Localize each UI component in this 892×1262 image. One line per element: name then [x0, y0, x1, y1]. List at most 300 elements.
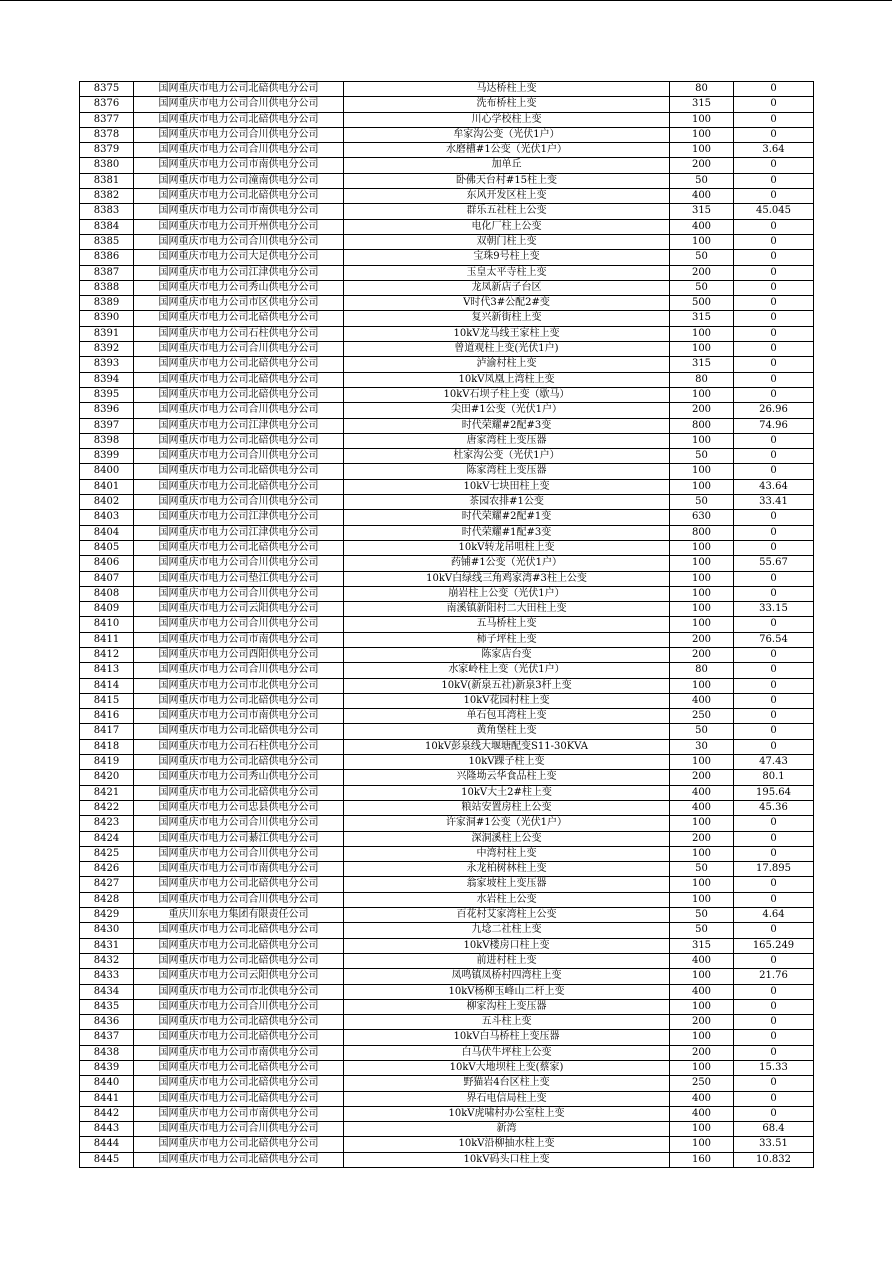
company-cell: 国网重庆市电力公司潼南供电分公司	[134, 173, 344, 188]
company-cell: 国网重庆市电力公司市南供电分公司	[134, 862, 344, 877]
row-number-cell: 8389	[80, 296, 134, 311]
company-cell: 国网重庆市电力公司合川供电分公司	[134, 449, 344, 464]
table-row	[80, 173, 814, 188]
capacity-cell: 400	[670, 800, 734, 815]
transformer-name-cell: 时代荣耀#1配#3变	[344, 525, 670, 540]
transformer-name-cell: 水岩柱上公变	[344, 892, 670, 907]
capacity-cell: 100	[670, 127, 734, 142]
company-cell: 国网重庆市电力公司合川供电分公司	[134, 127, 344, 142]
table-row	[80, 326, 814, 341]
value-cell: 74.96	[734, 418, 814, 433]
capacity-cell: 100	[670, 816, 734, 831]
row-number-cell: 8406	[80, 556, 134, 571]
table-row	[80, 403, 814, 418]
row-number-cell: 8388	[80, 280, 134, 295]
company-cell: 国网重庆市电力公司云阳供电分公司	[134, 969, 344, 984]
transformer-name-cell: 10kV踝子柱上变	[344, 755, 670, 770]
value-cell: 0	[734, 739, 814, 754]
value-cell: 0	[734, 846, 814, 861]
company-cell: 国网重庆市电力公司合川供电分公司	[134, 97, 344, 112]
company-cell: 国网重庆市电力公司合川供电分公司	[134, 143, 344, 158]
value-cell: 55.67	[734, 556, 814, 571]
transformer-name-cell: 陈家湾柱上变压器	[344, 464, 670, 479]
value-cell: 4.64	[734, 908, 814, 923]
table-row	[80, 678, 814, 693]
capacity-cell: 50	[670, 908, 734, 923]
capacity-cell: 100	[670, 1122, 734, 1137]
company-cell: 国网重庆市电力公司北碚供电分公司	[134, 785, 344, 800]
row-number-cell: 8432	[80, 953, 134, 968]
table-row	[80, 739, 814, 754]
company-cell: 国网重庆市电力公司北碚供电分公司	[134, 1152, 344, 1167]
transformer-name-cell: 泸渝村柱上变	[344, 357, 670, 372]
row-number-cell: 8390	[80, 311, 134, 326]
capacity-cell: 100	[670, 540, 734, 555]
row-number-cell: 8429	[80, 908, 134, 923]
transformer-name-cell: 双朝门柱上变	[344, 234, 670, 249]
row-number-cell: 8381	[80, 173, 134, 188]
value-cell: 0	[734, 1106, 814, 1121]
company-cell: 国网重庆市电力公司江津供电分公司	[134, 265, 344, 280]
capacity-cell: 315	[670, 357, 734, 372]
transformer-name-cell: 10kV白绿线三角鸡家湾#3柱上公变	[344, 571, 670, 586]
transformer-name-cell: 东风开发区柱上变	[344, 189, 670, 204]
value-cell: 0	[734, 387, 814, 402]
company-cell: 国网重庆市电力公司合川供电分公司	[134, 816, 344, 831]
value-cell: 0	[734, 1045, 814, 1060]
table-row	[80, 846, 814, 861]
table-row	[80, 892, 814, 907]
capacity-cell: 100	[670, 143, 734, 158]
capacity-cell: 630	[670, 510, 734, 525]
capacity-cell: 315	[670, 204, 734, 219]
company-cell: 国网重庆市电力公司北碚供电分公司	[134, 82, 344, 97]
value-cell: 0	[734, 234, 814, 249]
table-row	[80, 556, 814, 571]
table-row	[80, 1030, 814, 1045]
transformer-name-cell: 群乐五社柱上公变	[344, 204, 670, 219]
row-number-cell: 8433	[80, 969, 134, 984]
transformer-name-cell: 凤鸣镇凤桥村四湾柱上变	[344, 969, 670, 984]
company-cell: 国网重庆市电力公司大足供电分公司	[134, 250, 344, 265]
capacity-cell: 80	[670, 82, 734, 97]
transformer-name-cell: V时代3#公配2#变	[344, 296, 670, 311]
capacity-cell: 100	[670, 433, 734, 448]
row-number-cell: 8431	[80, 938, 134, 953]
capacity-cell: 100	[670, 617, 734, 632]
row-number-cell: 8430	[80, 923, 134, 938]
capacity-cell: 100	[670, 571, 734, 586]
transformer-name-cell: 10kV(新泉五社)新泉3杆上变	[344, 678, 670, 693]
company-cell: 国网重庆市电力公司市南供电分公司	[134, 1106, 344, 1121]
table-row	[80, 617, 814, 632]
value-cell: 0	[734, 724, 814, 739]
capacity-cell: 50	[670, 173, 734, 188]
table-row	[80, 938, 814, 953]
transformer-name-cell: 10kV白马桥柱上变压器	[344, 1030, 670, 1045]
table-row	[80, 112, 814, 127]
capacity-cell: 100	[670, 678, 734, 693]
table-row	[80, 495, 814, 510]
capacity-cell: 200	[670, 403, 734, 418]
value-cell: 0	[734, 1076, 814, 1091]
transformer-name-cell: 10kV花园村柱上变	[344, 693, 670, 708]
table-row	[80, 602, 814, 617]
value-cell: 0	[734, 999, 814, 1014]
capacity-cell: 315	[670, 938, 734, 953]
company-cell: 国网重庆市电力公司忠县供电分公司	[134, 800, 344, 815]
row-number-cell: 8385	[80, 234, 134, 249]
row-number-cell: 8393	[80, 357, 134, 372]
table-row	[80, 265, 814, 280]
company-cell: 国网重庆市电力公司江津供电分公司	[134, 525, 344, 540]
transformer-name-cell: 柿子坪柱上变	[344, 632, 670, 647]
company-cell: 国网重庆市电力公司市南供电分公司	[134, 204, 344, 219]
value-cell: 0	[734, 296, 814, 311]
value-cell: 0	[734, 280, 814, 295]
transformer-name-cell: 10kV龙马线王家柱上变	[344, 326, 670, 341]
capacity-cell: 200	[670, 1045, 734, 1060]
transformer-name-cell: 九埝二社柱上变	[344, 923, 670, 938]
capacity-cell: 50	[670, 923, 734, 938]
row-number-cell: 8396	[80, 403, 134, 418]
value-cell: 0	[734, 831, 814, 846]
capacity-cell: 200	[670, 831, 734, 846]
row-number-cell: 8417	[80, 724, 134, 739]
value-cell: 0	[734, 647, 814, 662]
row-number-cell: 8441	[80, 1091, 134, 1106]
table-row	[80, 280, 814, 295]
transformer-name-cell: 兴隆坳云华食品柱上变	[344, 770, 670, 785]
row-number-cell: 8422	[80, 800, 134, 815]
company-cell: 国网重庆市电力公司北碚供电分公司	[134, 1030, 344, 1045]
value-cell: 0	[734, 357, 814, 372]
value-cell: 0	[734, 1015, 814, 1030]
company-cell: 国网重庆市电力公司垫江供电分公司	[134, 571, 344, 586]
row-number-cell: 8398	[80, 433, 134, 448]
table-row	[80, 953, 814, 968]
value-cell: 3.64	[734, 143, 814, 158]
row-number-cell: 8437	[80, 1030, 134, 1045]
capacity-cell: 400	[670, 785, 734, 800]
table-row	[80, 693, 814, 708]
company-cell: 国网重庆市电力公司江津供电分公司	[134, 510, 344, 525]
capacity-cell: 100	[670, 602, 734, 617]
page-top-border	[0, 0, 892, 1]
value-cell: 33.15	[734, 602, 814, 617]
table-row	[80, 189, 814, 204]
capacity-cell: 315	[670, 311, 734, 326]
transformer-name-cell: 10kV凤凰上湾柱上变	[344, 372, 670, 387]
transformer-name-cell: 界石电信局柱上变	[344, 1091, 670, 1106]
capacity-cell: 100	[670, 969, 734, 984]
row-number-cell: 8377	[80, 112, 134, 127]
row-number-cell: 8383	[80, 204, 134, 219]
table-row	[80, 586, 814, 601]
company-cell: 国网重庆市电力公司北碚供电分公司	[134, 1076, 344, 1091]
transformer-name-cell: 10kV七块田柱上变	[344, 479, 670, 494]
table-row	[80, 143, 814, 158]
company-cell: 国网重庆市电力公司江津供电分公司	[134, 418, 344, 433]
transformer-name-cell: 川心学校柱上变	[344, 112, 670, 127]
capacity-cell: 400	[670, 953, 734, 968]
value-cell: 0	[734, 127, 814, 142]
row-number-cell: 8384	[80, 219, 134, 234]
transformer-name-cell: 牟家沟公变（光伏1户）	[344, 127, 670, 142]
value-cell: 0	[734, 464, 814, 479]
table-row	[80, 709, 814, 724]
value-cell: 0	[734, 219, 814, 234]
value-cell: 0	[734, 158, 814, 173]
capacity-cell: 80	[670, 663, 734, 678]
value-cell: 0	[734, 678, 814, 693]
transformer-name-cell: 南溪镇新阳村二大田柱上变	[344, 602, 670, 617]
row-number-cell: 8426	[80, 862, 134, 877]
transformer-name-cell: 尖田#1公变（光伏1户）	[344, 403, 670, 418]
capacity-cell: 400	[670, 984, 734, 999]
transformer-name-cell: 洗布桥柱上变	[344, 97, 670, 112]
company-cell: 国网重庆市电力公司市南供电分公司	[134, 1045, 344, 1060]
transformer-name-cell: 加单丘	[344, 158, 670, 173]
company-cell: 国网重庆市电力公司北碚供电分公司	[134, 923, 344, 938]
value-cell: 33.41	[734, 495, 814, 510]
row-number-cell: 8386	[80, 250, 134, 265]
capacity-cell: 200	[670, 647, 734, 662]
row-number-cell: 8391	[80, 326, 134, 341]
transformer-name-cell: 卧佛天台村#15柱上变	[344, 173, 670, 188]
capacity-cell: 100	[670, 479, 734, 494]
transformer-name-cell: 永龙柏树林柱上变	[344, 862, 670, 877]
capacity-cell: 100	[670, 846, 734, 861]
row-number-cell: 8382	[80, 189, 134, 204]
value-cell: 0	[734, 540, 814, 555]
capacity-cell: 100	[670, 234, 734, 249]
capacity-cell: 500	[670, 296, 734, 311]
capacity-cell: 100	[670, 326, 734, 341]
transformer-name-cell: 龙凤新店子台区	[344, 280, 670, 295]
capacity-cell: 400	[670, 1106, 734, 1121]
table-row	[80, 204, 814, 219]
capacity-cell: 800	[670, 418, 734, 433]
row-number-cell: 8399	[80, 449, 134, 464]
company-cell: 国网重庆市电力公司市北供电分公司	[134, 984, 344, 999]
company-cell: 国网重庆市电力公司秀山供电分公司	[134, 280, 344, 295]
row-number-cell: 8409	[80, 602, 134, 617]
table-row	[80, 1106, 814, 1121]
company-cell: 国网重庆市电力公司北碚供电分公司	[134, 112, 344, 127]
capacity-cell: 315	[670, 97, 734, 112]
table-row	[80, 908, 814, 923]
value-cell: 43.64	[734, 479, 814, 494]
transformer-name-cell: 茶园农排#1公变	[344, 495, 670, 510]
company-cell: 国网重庆市电力公司市区供电分公司	[134, 296, 344, 311]
row-number-cell: 8439	[80, 1061, 134, 1076]
company-cell: 国网重庆市电力公司合川供电分公司	[134, 234, 344, 249]
table-row	[80, 1152, 814, 1167]
table-row	[80, 984, 814, 999]
table-row	[80, 999, 814, 1014]
transformer-name-cell: 深洞溪柱上公变	[344, 831, 670, 846]
value-cell: 195.64	[734, 785, 814, 800]
row-number-cell: 8397	[80, 418, 134, 433]
transformer-name-cell: 玉皇太平寺柱上变	[344, 265, 670, 280]
company-cell: 国网重庆市电力公司北碚供电分公司	[134, 540, 344, 555]
company-cell: 国网重庆市电力公司北碚供电分公司	[134, 724, 344, 739]
company-cell: 国网重庆市电力公司北碚供电分公司	[134, 1137, 344, 1152]
capacity-cell: 100	[670, 112, 734, 127]
capacity-cell: 50	[670, 724, 734, 739]
table-row	[80, 877, 814, 892]
value-cell: 0	[734, 1030, 814, 1045]
table-row	[80, 1137, 814, 1152]
company-cell: 国网重庆市电力公司北碚供电分公司	[134, 357, 344, 372]
value-cell: 80.1	[734, 770, 814, 785]
company-cell: 国网重庆市电力公司北碚供电分公司	[134, 1091, 344, 1106]
row-number-cell: 8428	[80, 892, 134, 907]
table-row	[80, 387, 814, 402]
capacity-cell: 100	[670, 999, 734, 1014]
capacity-cell: 100	[670, 586, 734, 601]
value-cell: 17.895	[734, 862, 814, 877]
value-cell: 0	[734, 189, 814, 204]
row-number-cell: 8412	[80, 647, 134, 662]
capacity-cell: 400	[670, 189, 734, 204]
row-number-cell: 8411	[80, 632, 134, 647]
row-number-cell: 8418	[80, 739, 134, 754]
company-cell: 国网重庆市电力公司开州供电分公司	[134, 219, 344, 234]
capacity-cell: 800	[670, 525, 734, 540]
table-row	[80, 800, 814, 815]
company-cell: 国网重庆市电力公司合川供电分公司	[134, 342, 344, 357]
table-row	[80, 632, 814, 647]
table-row	[80, 418, 814, 433]
table-body	[80, 82, 814, 1168]
transformer-name-cell: 柳家沟柱上变压器	[344, 999, 670, 1014]
transformer-name-cell: 10kV石坝子柱上变（歇马）	[344, 387, 670, 402]
company-cell: 国网重庆市电力公司合川供电分公司	[134, 892, 344, 907]
table-row	[80, 219, 814, 234]
capacity-cell: 160	[670, 1152, 734, 1167]
capacity-cell: 100	[670, 892, 734, 907]
value-cell: 0	[734, 892, 814, 907]
company-cell: 国网重庆市电力公司石柱供电分公司	[134, 326, 344, 341]
table-row	[80, 342, 814, 357]
capacity-cell: 50	[670, 862, 734, 877]
company-cell: 国网重庆市电力公司市南供电分公司	[134, 158, 344, 173]
transformer-name-cell: 许家洞#1公变（光伏1户）	[344, 816, 670, 831]
value-cell: 0	[734, 984, 814, 999]
value-cell: 0	[734, 586, 814, 601]
row-number-cell: 8425	[80, 846, 134, 861]
transformer-name-cell: 中湾村柱上变	[344, 846, 670, 861]
transformer-name-cell: 10kV楼房口柱上变	[344, 938, 670, 953]
row-number-cell: 8394	[80, 372, 134, 387]
transformer-name-cell: 时代荣耀#2配#3变	[344, 418, 670, 433]
capacity-cell: 400	[670, 219, 734, 234]
table-row	[80, 1091, 814, 1106]
row-number-cell: 8378	[80, 127, 134, 142]
table-row	[80, 1045, 814, 1060]
company-cell: 国网重庆市电力公司北碚供电分公司	[134, 755, 344, 770]
capacity-cell: 250	[670, 1076, 734, 1091]
company-cell: 国网重庆市电力公司北碚供电分公司	[134, 938, 344, 953]
company-cell: 国网重庆市电力公司北碚供电分公司	[134, 189, 344, 204]
transformer-name-cell: 10kV码头口柱上变	[344, 1152, 670, 1167]
transformer-name-cell: 宝珠9号柱上变	[344, 250, 670, 265]
capacity-cell: 100	[670, 464, 734, 479]
transformer-name-cell: 粮站安置房柱上公变	[344, 800, 670, 815]
capacity-cell: 50	[670, 495, 734, 510]
company-cell: 国网重庆市电力公司市南供电分公司	[134, 709, 344, 724]
transformer-name-cell: 五斗柱上变	[344, 1015, 670, 1030]
value-cell: 0	[734, 82, 814, 97]
row-number-cell: 8405	[80, 540, 134, 555]
capacity-cell: 100	[670, 877, 734, 892]
table-row	[80, 357, 814, 372]
company-cell: 国网重庆市电力公司合川供电分公司	[134, 1122, 344, 1137]
row-number-cell: 8415	[80, 693, 134, 708]
row-number-cell: 8414	[80, 678, 134, 693]
capacity-cell: 50	[670, 250, 734, 265]
value-cell: 0	[734, 449, 814, 464]
capacity-cell: 80	[670, 372, 734, 387]
transformer-name-cell: 10kV杨柳玉峰山二杆上变	[344, 984, 670, 999]
value-cell: 0	[734, 709, 814, 724]
table-row	[80, 464, 814, 479]
value-cell: 45.045	[734, 204, 814, 219]
company-cell: 国网重庆市电力公司酉阳供电分公司	[134, 647, 344, 662]
transformer-name-cell: 曾道观柱上变(光伏1户)	[344, 342, 670, 357]
value-cell: 0	[734, 326, 814, 341]
table-row	[80, 97, 814, 112]
table-row	[80, 1015, 814, 1030]
transformer-name-cell: 翁家坡柱上变压器	[344, 877, 670, 892]
row-number-cell: 8421	[80, 785, 134, 800]
company-cell: 国网重庆市电力公司合川供电分公司	[134, 495, 344, 510]
table-row	[80, 1061, 814, 1076]
capacity-cell: 250	[670, 709, 734, 724]
company-cell: 国网重庆市电力公司北碚供电分公司	[134, 433, 344, 448]
table-row	[80, 250, 814, 265]
table-row	[80, 862, 814, 877]
row-number-cell: 8395	[80, 387, 134, 402]
company-cell: 国网重庆市电力公司北碚供电分公司	[134, 953, 344, 968]
company-cell: 国网重庆市电力公司石柱供电分公司	[134, 739, 344, 754]
table-row	[80, 571, 814, 586]
value-cell: 0	[734, 816, 814, 831]
transformer-name-cell: 水家岭柱上变（光伏1户）	[344, 663, 670, 678]
table-row	[80, 923, 814, 938]
row-number-cell: 8400	[80, 464, 134, 479]
row-number-cell: 8424	[80, 831, 134, 846]
transformer-name-cell: 10kV大土2#柱上变	[344, 785, 670, 800]
transformer-name-cell: 野猫岩4台区柱上变	[344, 1076, 670, 1091]
company-cell: 国网重庆市电力公司北碚供电分公司	[134, 693, 344, 708]
value-cell: 0	[734, 173, 814, 188]
transformer-name-cell: 黄角堡柱上变	[344, 724, 670, 739]
table-row	[80, 1122, 814, 1137]
company-cell: 国网重庆市电力公司北碚供电分公司	[134, 877, 344, 892]
capacity-cell: 50	[670, 280, 734, 295]
value-cell: 26.96	[734, 403, 814, 418]
value-cell: 0	[734, 265, 814, 280]
capacity-cell: 200	[670, 770, 734, 785]
row-number-cell: 8419	[80, 755, 134, 770]
value-cell: 0	[734, 342, 814, 357]
transformer-name-cell: 电化厂柱上公变	[344, 219, 670, 234]
transformer-name-cell: 五马桥柱上变	[344, 617, 670, 632]
company-cell: 国网重庆市电力公司秀山供电分公司	[134, 770, 344, 785]
